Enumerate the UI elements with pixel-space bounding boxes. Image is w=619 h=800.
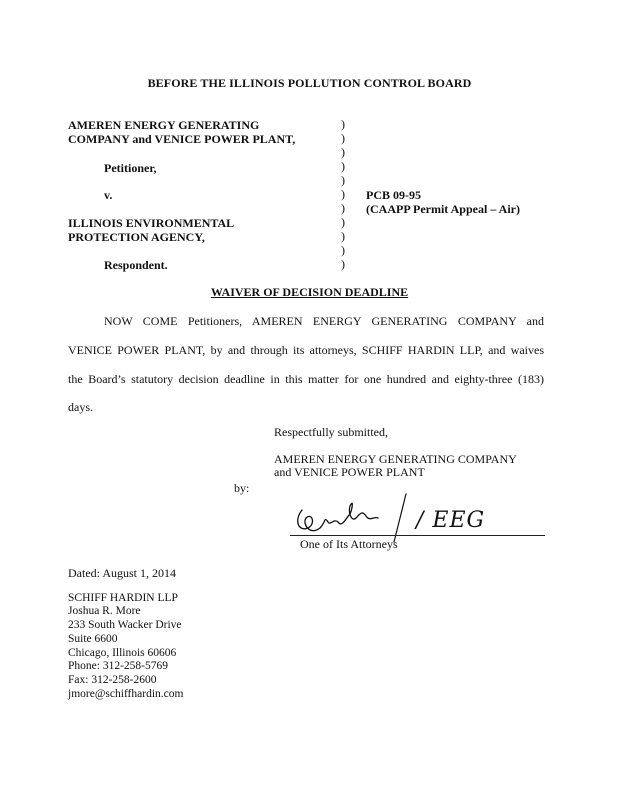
caption-paren: ) (341, 187, 345, 201)
body-line-2: VENICE POWER PLANT, by and through its attorneys, SCHIFF HARDIN LLP, and waives (68, 343, 544, 357)
body-line-3: the Board’s statutory decision deadline in this matter for one hundred and eighty-three (183) (68, 372, 544, 386)
respondent-name-line2: PROTECTION AGENCY, (68, 230, 205, 244)
firm-address-2: Suite 6600 (68, 633, 118, 645)
dated: Dated: August 1, 2014 (68, 566, 176, 580)
caption-paren: ) (341, 215, 345, 229)
caption-paren: ) (341, 257, 345, 271)
attorney-label: One of Its Attorneys (300, 537, 398, 551)
firm-name: SCHIFF HARDIN LLP (68, 592, 178, 604)
document-title: WAIVER OF DECISION DEADLINE (210, 285, 409, 299)
board-heading: BEFORE THE ILLINOIS POLLUTION CONTROL BOARD (147, 76, 472, 90)
petitioner-name-line2: COMPANY and VENICE POWER PLANT, (68, 132, 296, 146)
case-type: (CAAPP Permit Appeal – Air) (366, 202, 520, 216)
firm-email: jmore@schiffhardin.com (68, 688, 184, 700)
by-label: by: (234, 481, 250, 495)
caption-paren: ) (341, 173, 345, 187)
signature-initials: / EEG (416, 508, 486, 533)
party-line-2: and VENICE POWER PLANT (274, 465, 425, 479)
body-line-4: days. (68, 400, 93, 414)
firm-attorney: Joshua R. More (68, 605, 141, 617)
signature-line (290, 535, 545, 536)
firm-address-1: 233 South Wacker Drive (68, 619, 182, 631)
case-number: PCB 09-95 (366, 188, 421, 202)
firm-phone: Phone: 312-258-5769 (68, 660, 168, 672)
respondent-role: Respondent. (104, 258, 168, 272)
caption-paren: ) (341, 201, 345, 215)
caption-paren: ) (341, 131, 345, 145)
caption-paren: ) (341, 117, 345, 131)
caption-paren: ) (341, 159, 345, 173)
caption-paren: ) (341, 145, 345, 159)
body-line-1: NOW COME Petitioners, AMEREN ENERGY GENERATING COMPANY and (104, 314, 544, 328)
petitioner-name-line1: AMEREN ENERGY GENERATING (68, 118, 260, 132)
petitioner-role: Petitioner, (104, 161, 157, 175)
caption-paren: ) (341, 243, 345, 257)
versus: v. (104, 188, 113, 202)
party-line-1: AMEREN ENERGY GENERATING COMPANY (274, 452, 517, 466)
respondent-name-line1: ILLINOIS ENVIRONMENTAL (68, 216, 235, 230)
firm-city: Chicago, Illinois 60606 (68, 647, 177, 659)
closing: Respectfully submitted, (274, 425, 388, 439)
firm-fax: Fax: 312-258-2600 (68, 674, 157, 686)
caption-paren: ) (341, 229, 345, 243)
